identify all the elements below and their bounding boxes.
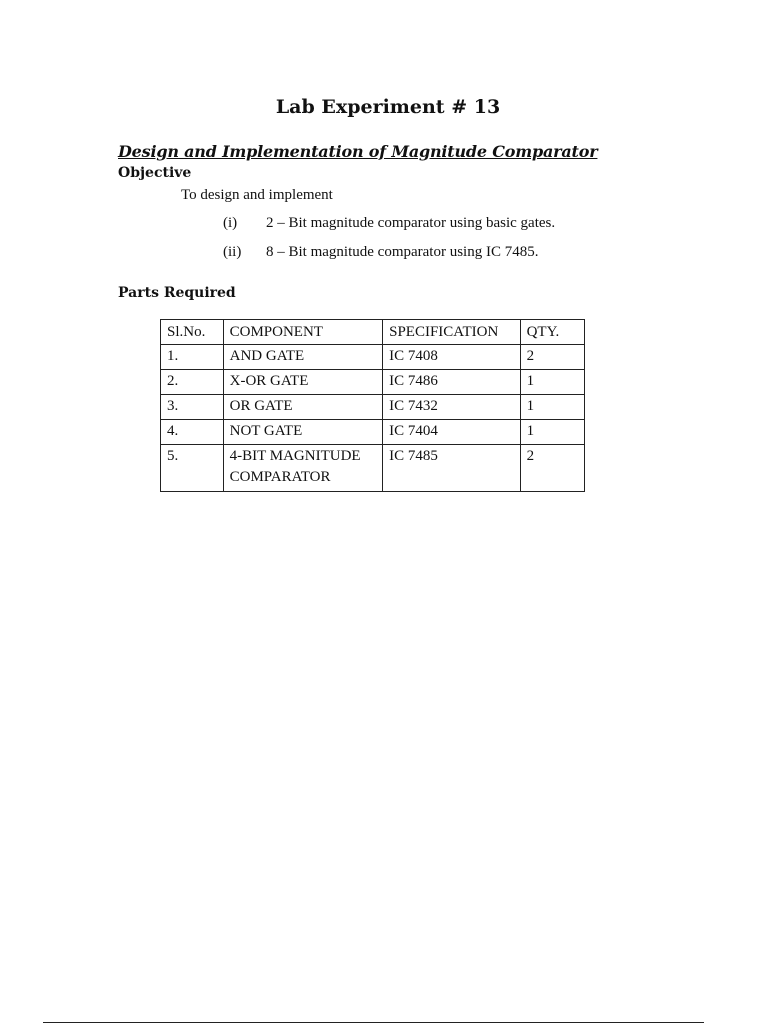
cell-component: NOT GATE xyxy=(223,420,382,445)
cell-qty: 1 xyxy=(520,395,584,420)
objective-item xyxy=(223,215,555,232)
cell-qty: 1 xyxy=(520,420,584,445)
objective-item-number: (i) xyxy=(223,215,238,231)
parts-required-heading: Parts Required xyxy=(118,285,236,301)
objective-item-text: 2 – Bit magnitude comparator using basic gates. xyxy=(266,215,556,231)
objective-item-text: 8 – Bit magnitude comparator using IC 7485. xyxy=(266,244,539,260)
cell-component: OR GATE xyxy=(223,395,382,420)
cell-specification: IC 7485 xyxy=(383,445,520,492)
cell-component xyxy=(223,445,382,492)
header-component: COMPONENT xyxy=(223,320,382,345)
parts-table xyxy=(160,319,585,492)
page-title: Lab Experiment # 13 xyxy=(275,96,501,118)
objective-item xyxy=(223,244,538,261)
cell-specification: IC 7432 xyxy=(383,395,520,420)
cell-sl-no: 4. xyxy=(161,420,224,445)
cell-sl-no: 3. xyxy=(161,395,224,420)
objective-item-number: (ii) xyxy=(223,244,242,260)
cell-component: X-OR GATE xyxy=(223,370,382,395)
table-header-row xyxy=(161,320,585,345)
cell-specification: IC 7404 xyxy=(383,420,520,445)
footer-divider xyxy=(43,1022,704,1023)
cell-specification: IC 7486 xyxy=(383,370,520,395)
cell-sl-no: 5. xyxy=(161,445,224,492)
cell-component-line: 4-BIT MAGNITUDE xyxy=(229,448,361,464)
cell-qty: 2 xyxy=(520,345,584,370)
cell-component: AND GATE xyxy=(223,345,382,370)
header-qty: QTY. xyxy=(520,320,584,345)
objective-heading: Objective xyxy=(118,165,192,181)
cell-sl-no: 1. xyxy=(161,345,224,370)
objective-intro: To design and implement xyxy=(181,187,333,203)
cell-specification: IC 7408 xyxy=(383,345,520,370)
header-sl-no: Sl.No. xyxy=(161,320,224,345)
experiment-subtitle: Design and Implementation of Magnitude Comparator xyxy=(118,142,598,161)
table-row xyxy=(161,395,585,420)
cell-sl-no: 2. xyxy=(161,370,224,395)
table-row xyxy=(161,345,585,370)
table-row xyxy=(161,420,585,445)
cell-component-line: COMPARATOR xyxy=(229,469,331,485)
table-row xyxy=(161,445,585,492)
cell-qty: 2 xyxy=(520,445,584,492)
table-row xyxy=(161,370,585,395)
cell-qty: 1 xyxy=(520,370,584,395)
header-specification: SPECIFICATION xyxy=(383,320,520,345)
